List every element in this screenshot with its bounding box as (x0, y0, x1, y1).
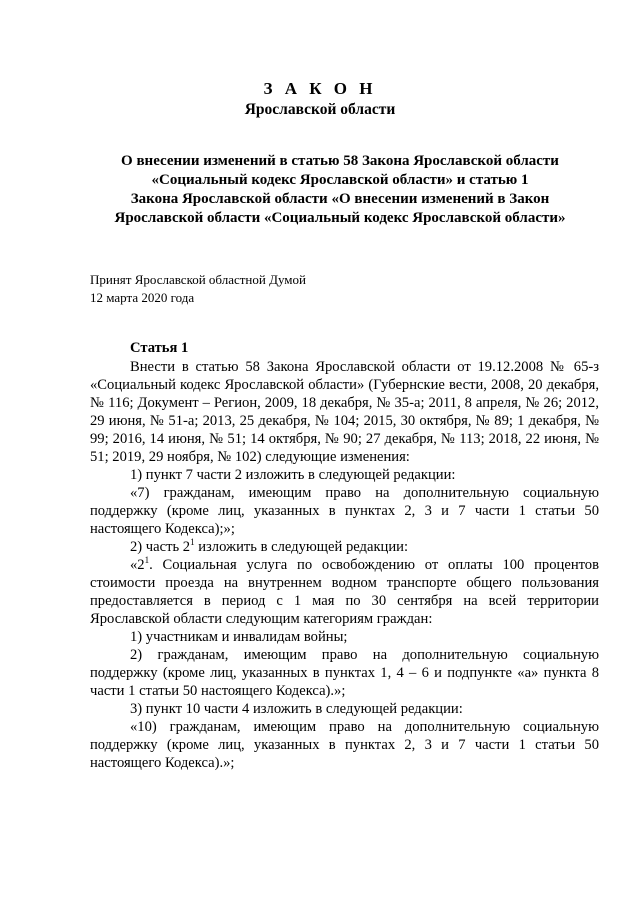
item-text: изложить в следующей редакции: (194, 539, 409, 555)
article-title: Статья 1 (130, 340, 189, 356)
heading-line: Ярославской области «Социальный кодекс Ярославской области» (114, 210, 566, 226)
item-text: 2) часть 2 (130, 539, 191, 555)
paragraph: 2) гражданам, имеющим право на дополнительную социальную поддержку (кроме лиц, указанных в пунктах 1, 4 – 6 и подпункте «а» пункта 8 части 1 статьи 50 настоящего Кодекса).»; (90, 647, 599, 699)
paragraph: «7) гражданам, имеющим право на дополнительную социальную поддержку (кроме лиц, указанных в пунктах 2, 3 и 7 части 1 статьи 50 настоящего Кодекса);»; (90, 485, 599, 537)
adoption-date: 12 марта 2020 года (90, 290, 195, 305)
paragraph (90, 556, 599, 628)
quote-text: . Социальная услуга по освобождению от оплаты 100 процентов стоимости проезда на внутреннем водном транспорте общего пользования предоставляется в период с 1 мая по 30 сентября на всей территории Ярославской области следующим категориям граждан: (90, 557, 599, 627)
paragraph: Внести в статью 58 Закона Ярославской области от 19.12.2008 № 65-з «Социальный кодекс Ярославской области» (Губернские вести, 2008, 20 декабря, № 116; Документ – Регион, 2009, 18 декабря, № 35-а; 2011, 8 апреля, № 26; 2012, 29 июня, № 51-а; 2013, 25 декабря, № 104; 2015, 30 октября, № 89; 1 декабря, № 99; 2016, 14 июня, № 51; 14 октября, № 90; 27 декабря, № 113; 2018, 22 июня, № 51; 2019, 29 ноября, № 102) следующие изменения: (90, 359, 599, 465)
law-heading (90, 152, 590, 228)
adoption-note (90, 271, 306, 307)
adoption-line: Принят Ярославской областной Думой (90, 272, 306, 287)
law-region: Ярославской области (244, 101, 396, 118)
paragraph: 3) пункт 10 части 4 изложить в следующей редакции: (130, 701, 463, 717)
paragraph: 1) участникам и инвалидам войны; (130, 629, 348, 645)
heading-line: Закона Ярославской области «О внесении изменений в Закон (130, 191, 550, 207)
law-title: З А К О Н (263, 79, 377, 98)
paragraph (90, 538, 599, 556)
superscript: 1 (144, 555, 150, 566)
law-body (90, 339, 599, 772)
paragraph: «10) гражданам, имеющим право на дополнительную социальную поддержку (кроме лиц, указанных в пунктах 2, 3 и 7 части 1 статьи 50 настоящего Кодекса).»; (90, 719, 599, 771)
paragraph: 1) пункт 7 части 2 изложить в следующей редакции: (130, 467, 456, 483)
heading-line: «Социальный кодекс Ярославской области» и статью 1 (151, 172, 529, 188)
quote-text: «2 (130, 557, 145, 573)
heading-line: О внесении изменений в статью 58 Закона Ярославской области (121, 153, 559, 169)
superscript: 1 (190, 537, 195, 548)
